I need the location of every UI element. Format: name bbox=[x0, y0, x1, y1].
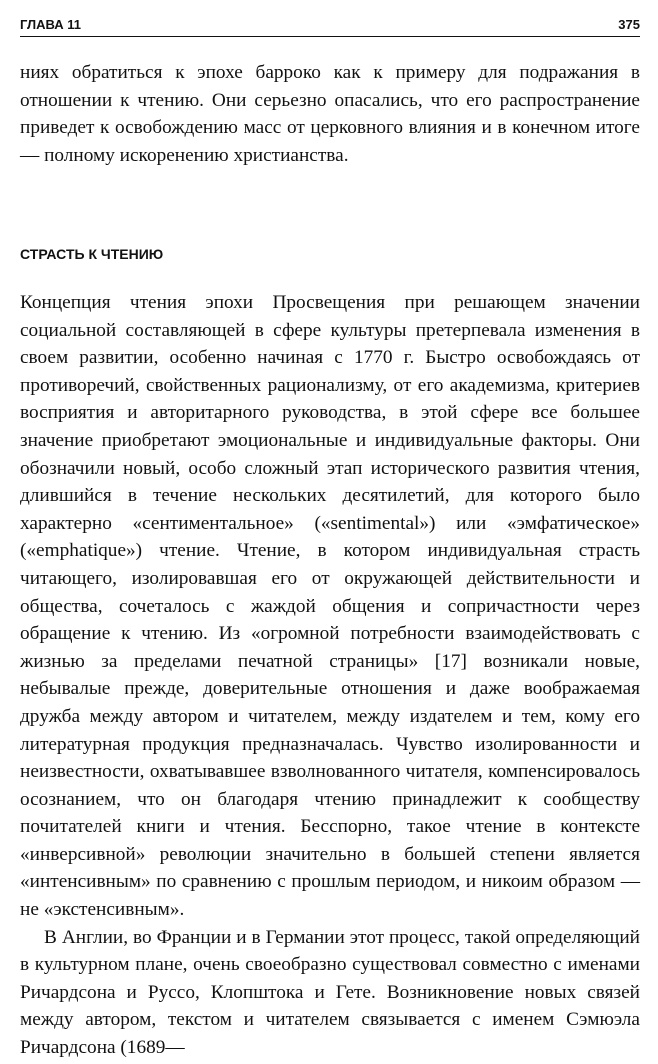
chapter-title: ГЛАВА 11 bbox=[20, 17, 82, 32]
section-body bbox=[20, 289, 640, 1062]
page-number: 375 bbox=[618, 17, 640, 32]
section-heading: СТРАСТЬ К ЧТЕНИЮ bbox=[20, 246, 164, 262]
paragraph-1: Концепция чтения эпохи Просвещения при решающем значении социальной составляющей в сфере культуры претерпевала изменения в своем развитии, особенно начиная с 1770 г. Быстро освобождаясь от противоречий, свойственных рационализму, от его академизма, критериев восприятия и авторитарного руководства, в этой сфере все большее значение приобретают эмоциональные и индивидуальные факторы. Они обозначили новый, особо сложный этап исторического развития чтения, длившийся в течение нескольких десятилетий, для которого было характерно «сентиментальное» («sentimental») или «эмфатическое» («emphatique») чтение. Чтение, в котором индивидуальная страсть читающего, изолировавшая его от окружающей действительности и общества, сочеталось с жаждой общения и сопричастности через обращение к чтению. Из «огромной потребности взаимодействовать с жизнью за пределами печатной страницы» [17] возникали новые, небывалые прежде, доверительные отношения и даже воображаемая дружба между автором и читателем, между издателем и тем, кому его литературная продукция предназначалась. Чувство изолированности и неизвестности, охватывавшее взволнованного читателя, компенсировалось осознанием, что он благодаря чтению принадлежит к сообществу почитателей книги и чтения. Бесспорно, такое чтение в контексте «инверсивной» революции значительно в большей степени является «интенсивным» по сравнению с прошлым периодом, и никоим образом — не «экстенсивным». bbox=[20, 292, 640, 921]
paragraph-2: В Англии, во Франции и в Германии этот процесс, такой определяющий в культурном плане, очень своеобразно существовал совместно с именами Ричардсона и Руссо, Клопштока и Гете. Возникновение новых связей между автором, текстом и читателем связывается с именем Сэмюэла Ричардсона (1689— bbox=[20, 926, 640, 1059]
running-header bbox=[20, 16, 640, 37]
continued-paragraph: ниях обратиться к эпохе барроко как к примеру для подражания в отношении к чтению. Они серьезно опасались, что его распространение приведет к освобождению масс от церковного влияния и в конечном итоге — полному искоренению христианства. bbox=[20, 62, 640, 166]
